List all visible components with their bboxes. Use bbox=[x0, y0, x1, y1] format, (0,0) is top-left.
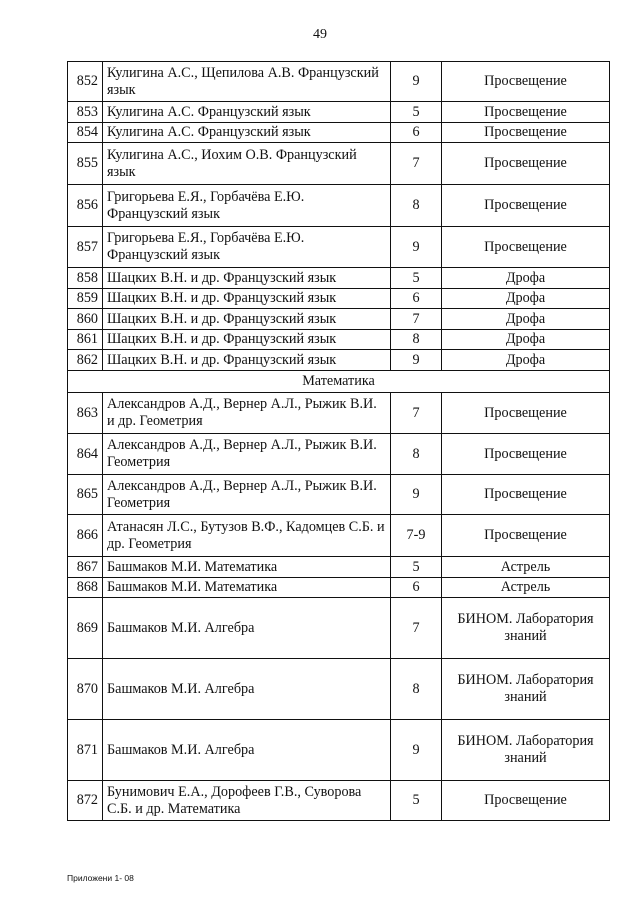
grade-cell: 8 bbox=[391, 434, 442, 475]
book-title: Александров А.Д., Вернер А.Л., Рыжик В.И. Геометрия bbox=[103, 475, 391, 515]
row-number: 853 bbox=[68, 102, 103, 123]
row-number: 856 bbox=[68, 185, 103, 227]
grade-cell: 7 bbox=[391, 393, 442, 434]
grade-cell: 8 bbox=[391, 185, 442, 227]
publisher-cell: Дрофа bbox=[442, 350, 610, 371]
table-row bbox=[68, 598, 610, 659]
grade-cell: 7 bbox=[391, 598, 442, 659]
publisher-cell: Просвещение bbox=[442, 781, 610, 821]
footer-note: Приложени 1- 08 bbox=[67, 873, 134, 883]
grade-cell: 9 bbox=[391, 227, 442, 268]
table-body-before bbox=[68, 62, 610, 371]
table-row bbox=[68, 515, 610, 557]
book-title: Александров А.Д., Вернер А.Л., Рыжик В.И. и др. Геометрия bbox=[103, 393, 391, 434]
table-row bbox=[68, 143, 610, 185]
row-number: 869 bbox=[68, 598, 103, 659]
publisher-cell: Просвещение bbox=[442, 434, 610, 475]
book-title: Кулигина А.С., Щепилова А.В. Французский язык bbox=[103, 62, 391, 102]
row-number: 852 bbox=[68, 62, 103, 102]
book-title: Григорьева Е.Я., Горбачёва Е.Ю. Французский язык bbox=[103, 227, 391, 268]
row-number: 865 bbox=[68, 475, 103, 515]
table-row bbox=[68, 123, 610, 143]
table-section bbox=[68, 371, 610, 393]
grade-cell: 7 bbox=[391, 143, 442, 185]
grade-cell: 9 bbox=[391, 720, 442, 781]
table-row bbox=[68, 227, 610, 268]
grade-cell: 7 bbox=[391, 309, 442, 330]
table-row bbox=[68, 434, 610, 475]
publisher-cell: Астрель bbox=[442, 578, 610, 598]
book-title: Кулигина А.С. Французский язык bbox=[103, 102, 391, 123]
table-row bbox=[68, 475, 610, 515]
publisher-cell: Просвещение bbox=[442, 185, 610, 227]
table-row bbox=[68, 289, 610, 309]
book-title: Кулигина А.С. Французский язык bbox=[103, 123, 391, 143]
grade-cell: 9 bbox=[391, 62, 442, 102]
grade-cell: 6 bbox=[391, 289, 442, 309]
book-title: Башмаков М.И. Алгебра bbox=[103, 720, 391, 781]
book-title: Башмаков М.И. Алгебра bbox=[103, 659, 391, 720]
book-title: Григорьева Е.Я., Горбачёва Е.Ю. Французский язык bbox=[103, 185, 391, 227]
publisher-cell: Просвещение bbox=[442, 475, 610, 515]
page-number: 49 bbox=[313, 27, 327, 42]
row-number: 871 bbox=[68, 720, 103, 781]
grade-cell: 7-9 bbox=[391, 515, 442, 557]
row-number: 864 bbox=[68, 434, 103, 475]
grade-cell: 5 bbox=[391, 781, 442, 821]
row-number: 861 bbox=[68, 330, 103, 350]
grade-cell: 6 bbox=[391, 578, 442, 598]
row-number: 866 bbox=[68, 515, 103, 557]
publisher-cell: Астрель bbox=[442, 557, 610, 578]
table-row bbox=[68, 185, 610, 227]
publisher-cell: Дрофа bbox=[442, 289, 610, 309]
row-number: 854 bbox=[68, 123, 103, 143]
table-row bbox=[68, 350, 610, 371]
publisher-cell: БИНОМ. Лаборатория знаний bbox=[442, 720, 610, 781]
table-body-after bbox=[68, 393, 610, 821]
row-number: 855 bbox=[68, 143, 103, 185]
publisher-cell: Просвещение bbox=[442, 62, 610, 102]
section-row bbox=[68, 371, 610, 393]
table-row bbox=[68, 268, 610, 289]
publisher-cell: Просвещение bbox=[442, 393, 610, 434]
publisher-cell: Просвещение bbox=[442, 227, 610, 268]
row-number: 859 bbox=[68, 289, 103, 309]
publisher-cell: Дрофа bbox=[442, 309, 610, 330]
table-row bbox=[68, 102, 610, 123]
book-title: Шацких В.Н. и др. Французский язык bbox=[103, 309, 391, 330]
grade-cell: 5 bbox=[391, 557, 442, 578]
row-number: 863 bbox=[68, 393, 103, 434]
publisher-cell: Просвещение bbox=[442, 143, 610, 185]
table-row bbox=[68, 62, 610, 102]
table-row bbox=[68, 659, 610, 720]
section-heading: Математика bbox=[68, 371, 610, 393]
publisher-cell: Просвещение bbox=[442, 123, 610, 143]
row-number: 857 bbox=[68, 227, 103, 268]
grade-cell: 6 bbox=[391, 123, 442, 143]
book-title: Башмаков М.И. Математика bbox=[103, 578, 391, 598]
book-title: Александров А.Д., Вернер А.Л., Рыжик В.И. Геометрия bbox=[103, 434, 391, 475]
row-number: 870 bbox=[68, 659, 103, 720]
row-number: 858 bbox=[68, 268, 103, 289]
book-title: Атанасян Л.С., Бутузов В.Ф., Кадомцев С.Б. и др. Геометрия bbox=[103, 515, 391, 557]
book-title: Шацких В.Н. и др. Французский язык bbox=[103, 350, 391, 371]
row-number: 860 bbox=[68, 309, 103, 330]
table-row bbox=[68, 330, 610, 350]
publisher-cell: Просвещение bbox=[442, 102, 610, 123]
grade-cell: 5 bbox=[391, 102, 442, 123]
book-title: Башмаков М.И. Алгебра bbox=[103, 598, 391, 659]
table-row bbox=[68, 309, 610, 330]
row-number: 862 bbox=[68, 350, 103, 371]
book-title: Бунимович Е.А., Дорофеев Г.В., Суворова С.Б. и др. Математика bbox=[103, 781, 391, 821]
book-title: Шацких В.Н. и др. Французский язык bbox=[103, 268, 391, 289]
book-title: Кулигина А.С., Иохим О.В. Французский язык bbox=[103, 143, 391, 185]
table-row bbox=[68, 557, 610, 578]
grade-cell: 9 bbox=[391, 350, 442, 371]
row-number: 867 bbox=[68, 557, 103, 578]
book-title: Шацких В.Н. и др. Французский язык bbox=[103, 330, 391, 350]
publisher-cell: БИНОМ. Лаборатория знаний bbox=[442, 659, 610, 720]
table-row bbox=[68, 393, 610, 434]
row-number: 872 bbox=[68, 781, 103, 821]
book-title: Шацких В.Н. и др. Французский язык bbox=[103, 289, 391, 309]
row-number: 868 bbox=[68, 578, 103, 598]
publisher-cell: БИНОМ. Лаборатория знаний bbox=[442, 598, 610, 659]
publisher-cell: Дрофа bbox=[442, 330, 610, 350]
grade-cell: 8 bbox=[391, 330, 442, 350]
grade-cell: 8 bbox=[391, 659, 442, 720]
book-title: Башмаков М.И. Математика bbox=[103, 557, 391, 578]
publisher-cell: Просвещение bbox=[442, 515, 610, 557]
grade-cell: 5 bbox=[391, 268, 442, 289]
textbook-table bbox=[67, 61, 610, 821]
publisher-cell: Дрофа bbox=[442, 268, 610, 289]
table-row bbox=[68, 781, 610, 821]
table-row bbox=[68, 720, 610, 781]
grade-cell: 9 bbox=[391, 475, 442, 515]
table-row bbox=[68, 578, 610, 598]
